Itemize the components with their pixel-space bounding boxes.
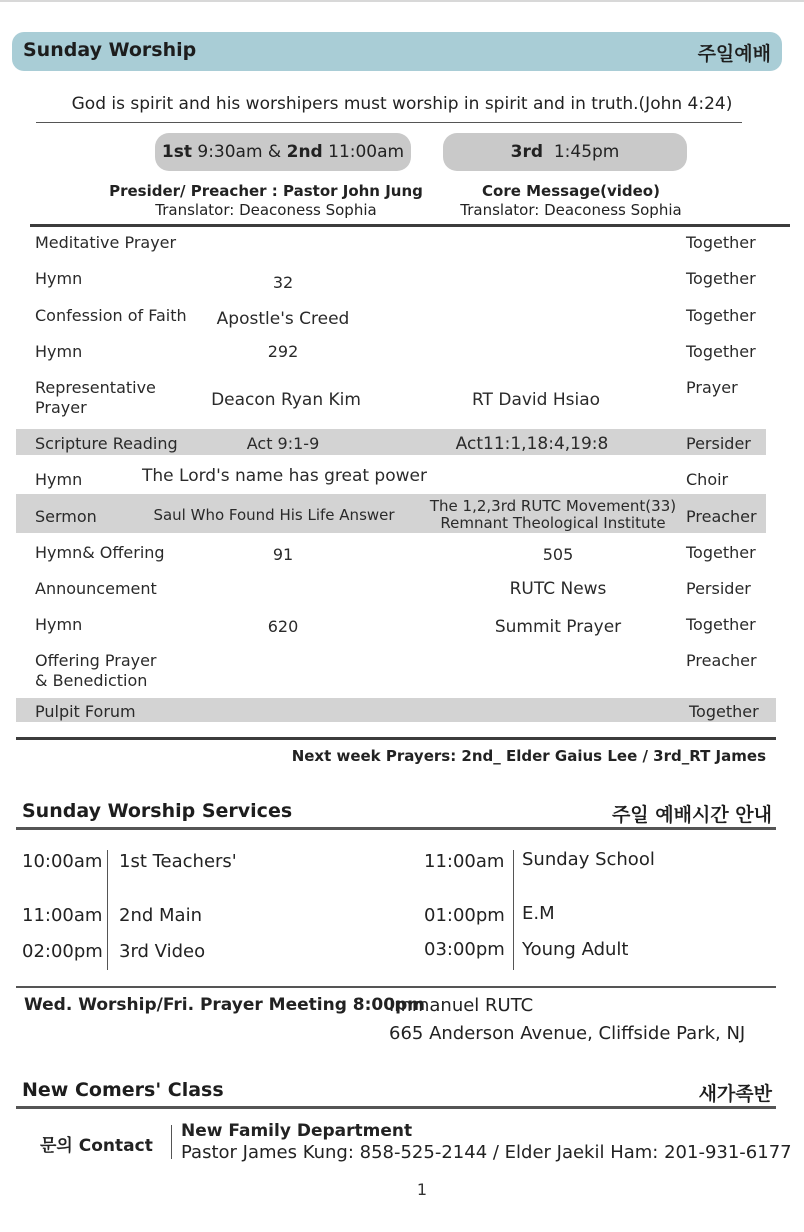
contact-department: New Family Department — [181, 1121, 413, 1141]
core-message-line: Core Message(video) — [482, 182, 660, 200]
row-role: Prayer — [686, 378, 738, 397]
row-name-line: Representative — [35, 378, 156, 397]
service-label-1st: 1st — [161, 142, 192, 162]
row-right-line: Remnant Theological Institute — [440, 514, 666, 532]
service-pill-3rd — [443, 133, 687, 171]
wed-worship-address: 665 Anderson Avenue, Cliffside Park, NJ — [389, 1023, 746, 1044]
divider — [16, 827, 776, 830]
row-left-value: Saul Who Found His Life Answer — [153, 506, 395, 524]
row-name: Hymn — [35, 470, 83, 489]
row-left-value: Act 9:1-9 — [246, 434, 320, 453]
row-role: Persider — [686, 434, 751, 453]
service-name: E.M — [522, 903, 555, 924]
row-name — [35, 651, 157, 691]
row-right-value: RUTC News — [509, 579, 607, 599]
wed-worship-label: Wed. Worship/Fri. Prayer Meeting 8:00pm — [24, 995, 425, 1015]
row-name: Announcement — [35, 579, 157, 598]
service-time: 10:00am — [22, 851, 103, 872]
contact-phones: Pastor James Kung: 858-525-2144 / Elder Jaekil Ham: 201-931-6177 — [181, 1142, 792, 1163]
divider — [36, 122, 742, 123]
row-left-value: 620 — [267, 617, 299, 636]
section-title-korean: 주일예배 — [697, 43, 771, 65]
page-number: 1 — [416, 1180, 428, 1199]
section-title: Sunday Worship — [23, 39, 197, 61]
row-name: Pulpit Forum — [35, 702, 136, 721]
service-time: 11:00am — [424, 851, 505, 872]
row-name — [35, 378, 156, 418]
row-name-line: & Benediction — [35, 671, 148, 690]
row-name: Hymn — [35, 342, 83, 361]
presider-line: Presider/ Preacher : Pastor John Jung — [109, 182, 423, 200]
row-role: Preacher — [686, 651, 757, 670]
row-right-value — [424, 498, 682, 532]
bible-verse: God is spirit and his worshipers must worship in spirit and in truth.(John 4:24) — [71, 94, 733, 114]
service-time-1st: 9:30am & — [197, 142, 282, 162]
service-time: 11:00am — [22, 905, 103, 926]
service-label-3rd: 3rd — [510, 142, 544, 162]
row-left-value: The Lord's name has great power — [142, 466, 427, 486]
row-name-line: Prayer — [35, 398, 87, 417]
row-name: Hymn& Offering — [35, 543, 165, 562]
service-name: Sunday School — [522, 849, 655, 870]
row-right-line: The 1,2,3rd RUTC Movement(33) — [429, 497, 677, 515]
row-left-value: Apostle's Creed — [216, 309, 350, 329]
row-left-value: 32 — [272, 273, 294, 292]
row-name: Sermon — [35, 507, 97, 526]
row-name: Scripture Reading — [35, 434, 178, 453]
row-right-value: Summit Prayer — [494, 617, 622, 637]
row-role: Together — [689, 702, 759, 721]
service-time: 02:00pm — [22, 941, 103, 962]
row-name: Meditative Prayer — [35, 233, 177, 252]
service-name: Young Adult — [522, 939, 629, 960]
row-left-value: 292 — [267, 342, 299, 361]
service-label-2nd: 2nd — [286, 142, 323, 162]
service-time-3rd: 1:45pm — [553, 142, 620, 162]
presider-info — [105, 182, 427, 220]
row-right-value: 505 — [542, 545, 574, 564]
table-top-rule — [30, 224, 790, 227]
wed-worship-place: Immanuel RUTC — [389, 995, 534, 1016]
row-right-value: Act11:1,18:4,19:8 — [455, 434, 609, 454]
column-divider — [513, 850, 514, 970]
service-pill-1st-2nd — [155, 133, 411, 171]
row-role: Choir — [686, 470, 729, 489]
column-divider — [107, 850, 108, 970]
row-role: Together — [686, 543, 756, 562]
row-role: Together — [686, 306, 756, 325]
core-message-info — [420, 182, 722, 220]
service-name: 3rd Video — [119, 941, 206, 962]
row-role: Together — [686, 233, 756, 252]
row-role: Together — [686, 342, 756, 361]
row-right-value: RT David Hsiao — [471, 390, 601, 410]
row-name: Hymn — [35, 615, 83, 634]
row-name-line: Offering Prayer — [35, 651, 157, 670]
service-time: 01:00pm — [424, 905, 505, 926]
contact-label: 문의 Contact — [40, 1136, 153, 1156]
service-time-2nd: 11:00am — [328, 142, 405, 162]
row-role: Preacher — [686, 507, 757, 526]
services-title: Sunday Worship Services — [22, 800, 293, 822]
row-role: Together — [686, 269, 756, 288]
column-divider — [171, 1125, 172, 1159]
service-name: 1st Teachers' — [119, 851, 237, 872]
service-name: 2nd Main — [119, 905, 202, 926]
divider — [16, 1106, 776, 1109]
services-title-korean: 주일 예배시간 안내 — [611, 804, 772, 826]
next-week-prayers: Next week Prayers: 2nd_ Elder Gaius Lee / 3rd_RT James — [291, 747, 766, 765]
newcomers-title-korean: 새가족반 — [698, 1083, 772, 1105]
table-bottom-rule — [16, 737, 776, 740]
row-left-value: 91 — [272, 545, 294, 564]
divider — [16, 986, 776, 988]
service-time: 03:00pm — [424, 939, 505, 960]
translator-line: Translator: Deaconess Sophia — [460, 201, 682, 219]
row-name: Confession of Faith — [35, 306, 187, 325]
row-left-value: Deacon Ryan Kim — [211, 390, 361, 410]
row-name: Hymn — [35, 269, 83, 288]
newcomers-title: New Comers' Class — [22, 1079, 224, 1101]
top-border — [0, 0, 804, 2]
row-role: Persider — [686, 579, 751, 598]
translator-line: Translator: Deaconess Sophia — [155, 201, 377, 219]
row-role: Together — [686, 615, 756, 634]
